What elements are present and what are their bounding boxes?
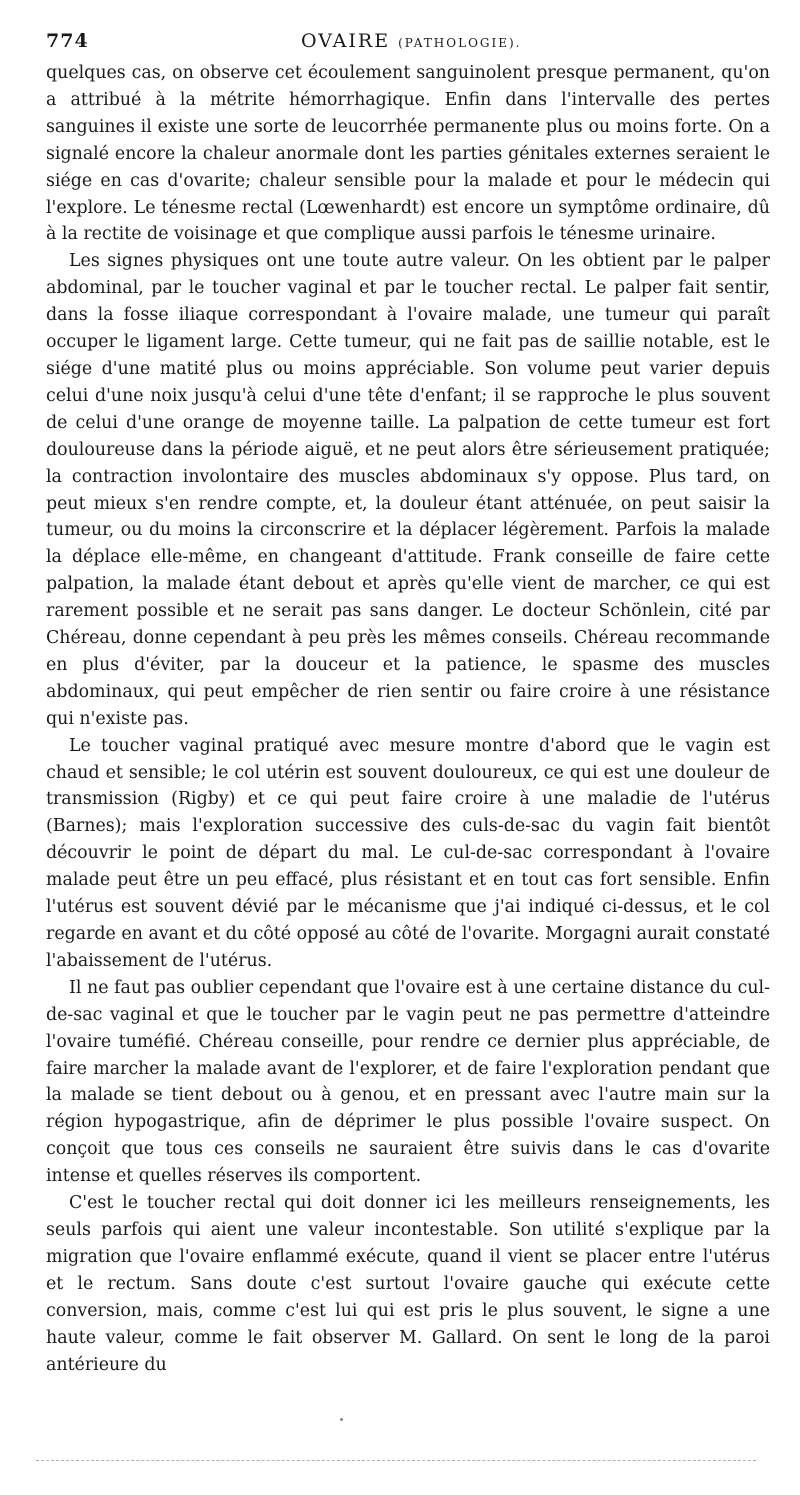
paragraph: Le toucher vaginal pratiqué avec mesure montre d'abord que le vagin est chaud et sensible; le col utérin est souvent douloureux, ce qui est une douleur de transmission (Rigby) et ce qui peut faire croire à une maladie de l'utérus (Barnes); mais l'exploration successive des culs-de-sac du vagin fait bientôt découvrir le point de départ du mal. Le cul-de-sac correspondant à l'ovaire malade peut être un peu effacé, plus résistant et en tout cas fort sensible. Enfin l'utérus est souvent dévié par le mécanisme que j'ai indiqué ci-dessus, et le col regarde en avant et du côté opposé au côté de l'ovarite. Morgagni aurait constaté l'abaissement de l'utérus.: [46, 735, 770, 971]
paragraph-continued: quelques cas, on observe cet écoulement sanguinolent presque permanent, qu'on a attribué à la métrite hémorrhagique. Enfin dans l'intervalle des pertes sanguines il existe une sorte de leucorrhée permanente plus ou moins forte. On a signalé encore la chaleur anormale dont les parties génitales externes seraient le siége en cas d'ovarite; chaleur sensible pour la malade et pour le médecin qui l'explore. Le ténesme rectal (Lœwenhardt) est encore un symptôme ordinaire, dû à la rectite de voisinage et que complique aussi parfois le ténesme urinaire.: [46, 63, 770, 245]
running-title: [301, 30, 521, 52]
bottom-bleed-line: [36, 1460, 756, 1461]
running-title-main: OVAIRE: [301, 30, 391, 52]
paragraph: Les signes physiques ont une toute autre valeur. On les obtient par le palper abdominal, par le toucher vaginal et par le toucher rectal. Le palper fait sentir, dans la fosse iliaque correspondant à l'ovaire malade, une tumeur qui paraît occuper le ligament large. Cette tumeur, qui ne fait pas de saillie notable, est le siége d'une matité plus ou moins appréciable. Son volume peut varier depuis celui d'une noix jusqu'à celui d'une tête d'enfant; il se rapproche le plus souvent de celui d'une orange de moyenne taille. La palpation de cette tumeur est fort douloureuse dans la période aiguë, et ne peut alors être sérieusement pratiquée; la contraction involontaire des muscles abdominaux s'y oppose. Plus tard, on peut mieux s'en rendre compte, et, la douleur étant atténuée, on peut saisir la tumeur, ou du moins la circonscrire et la déplacer légèrement. Parfois la malade la déplace elle-même, en changeant d'attitude. Frank conseille de faire cette palpation, la malade étant debout et après qu'elle vient de marcher, ce qui est rarement possible et ne serait pas sans danger. Le docteur Schönlein, cité par Chéreau, donne cependant à peu près les mêmes conseils. Chéreau recommande en plus d'éviter, par la douceur et la patience, le spasme des muscles abdominaux, qui peut empêcher de rien sentir ou faire croire à une résistance qui n'existe pas.: [46, 251, 770, 729]
page-number: 774: [46, 30, 89, 52]
body-text: [46, 60, 770, 1378]
paragraph: C'est le toucher rectal qui doit donner ici les meilleurs renseignements, les seuls parfois qui aient une valeur incontestable. Son utilité s'explique par la migration que l'ovaire enflammé exécute, quand il vient se placer entre l'utérus et le rectum. Sans doute c'est surtout l'ovaire gauche qui exécute cette conversion, mais, comme c'est lui qui est pris le plus souvent, le signe a une haute valeur, comme le fait observer M. Gallard. On sent le long de la paroi antérieure du: [46, 1193, 770, 1375]
page-header: [46, 30, 770, 60]
running-title-subtitle: (PATHOLOGIE).: [398, 36, 522, 50]
book-page: [46, 30, 770, 1378]
paragraph: Il ne faut pas oublier cependant que l'ovaire est à une certaine distance du cul-de-sac vaginal et que le toucher par le vagin peut ne pas permettre d'atteindre l'ovaire tuméfié. Chéreau conseille, pour rendre ce dernier plus appréciable, de faire marcher la malade avant de l'explorer, et de faire l'exploration pendant que la malade se tient debout ou à genou, et en pressant avec l'autre main sur la région hypogastrique, afin de déprimer le plus possible l'ovaire suspect. On conçoit que tous ces conseils ne sauraient être suivis dans le cas d'ovarite intense et quelles réserves ils comportent.: [46, 977, 770, 1187]
ink-speck: [340, 1418, 343, 1421]
